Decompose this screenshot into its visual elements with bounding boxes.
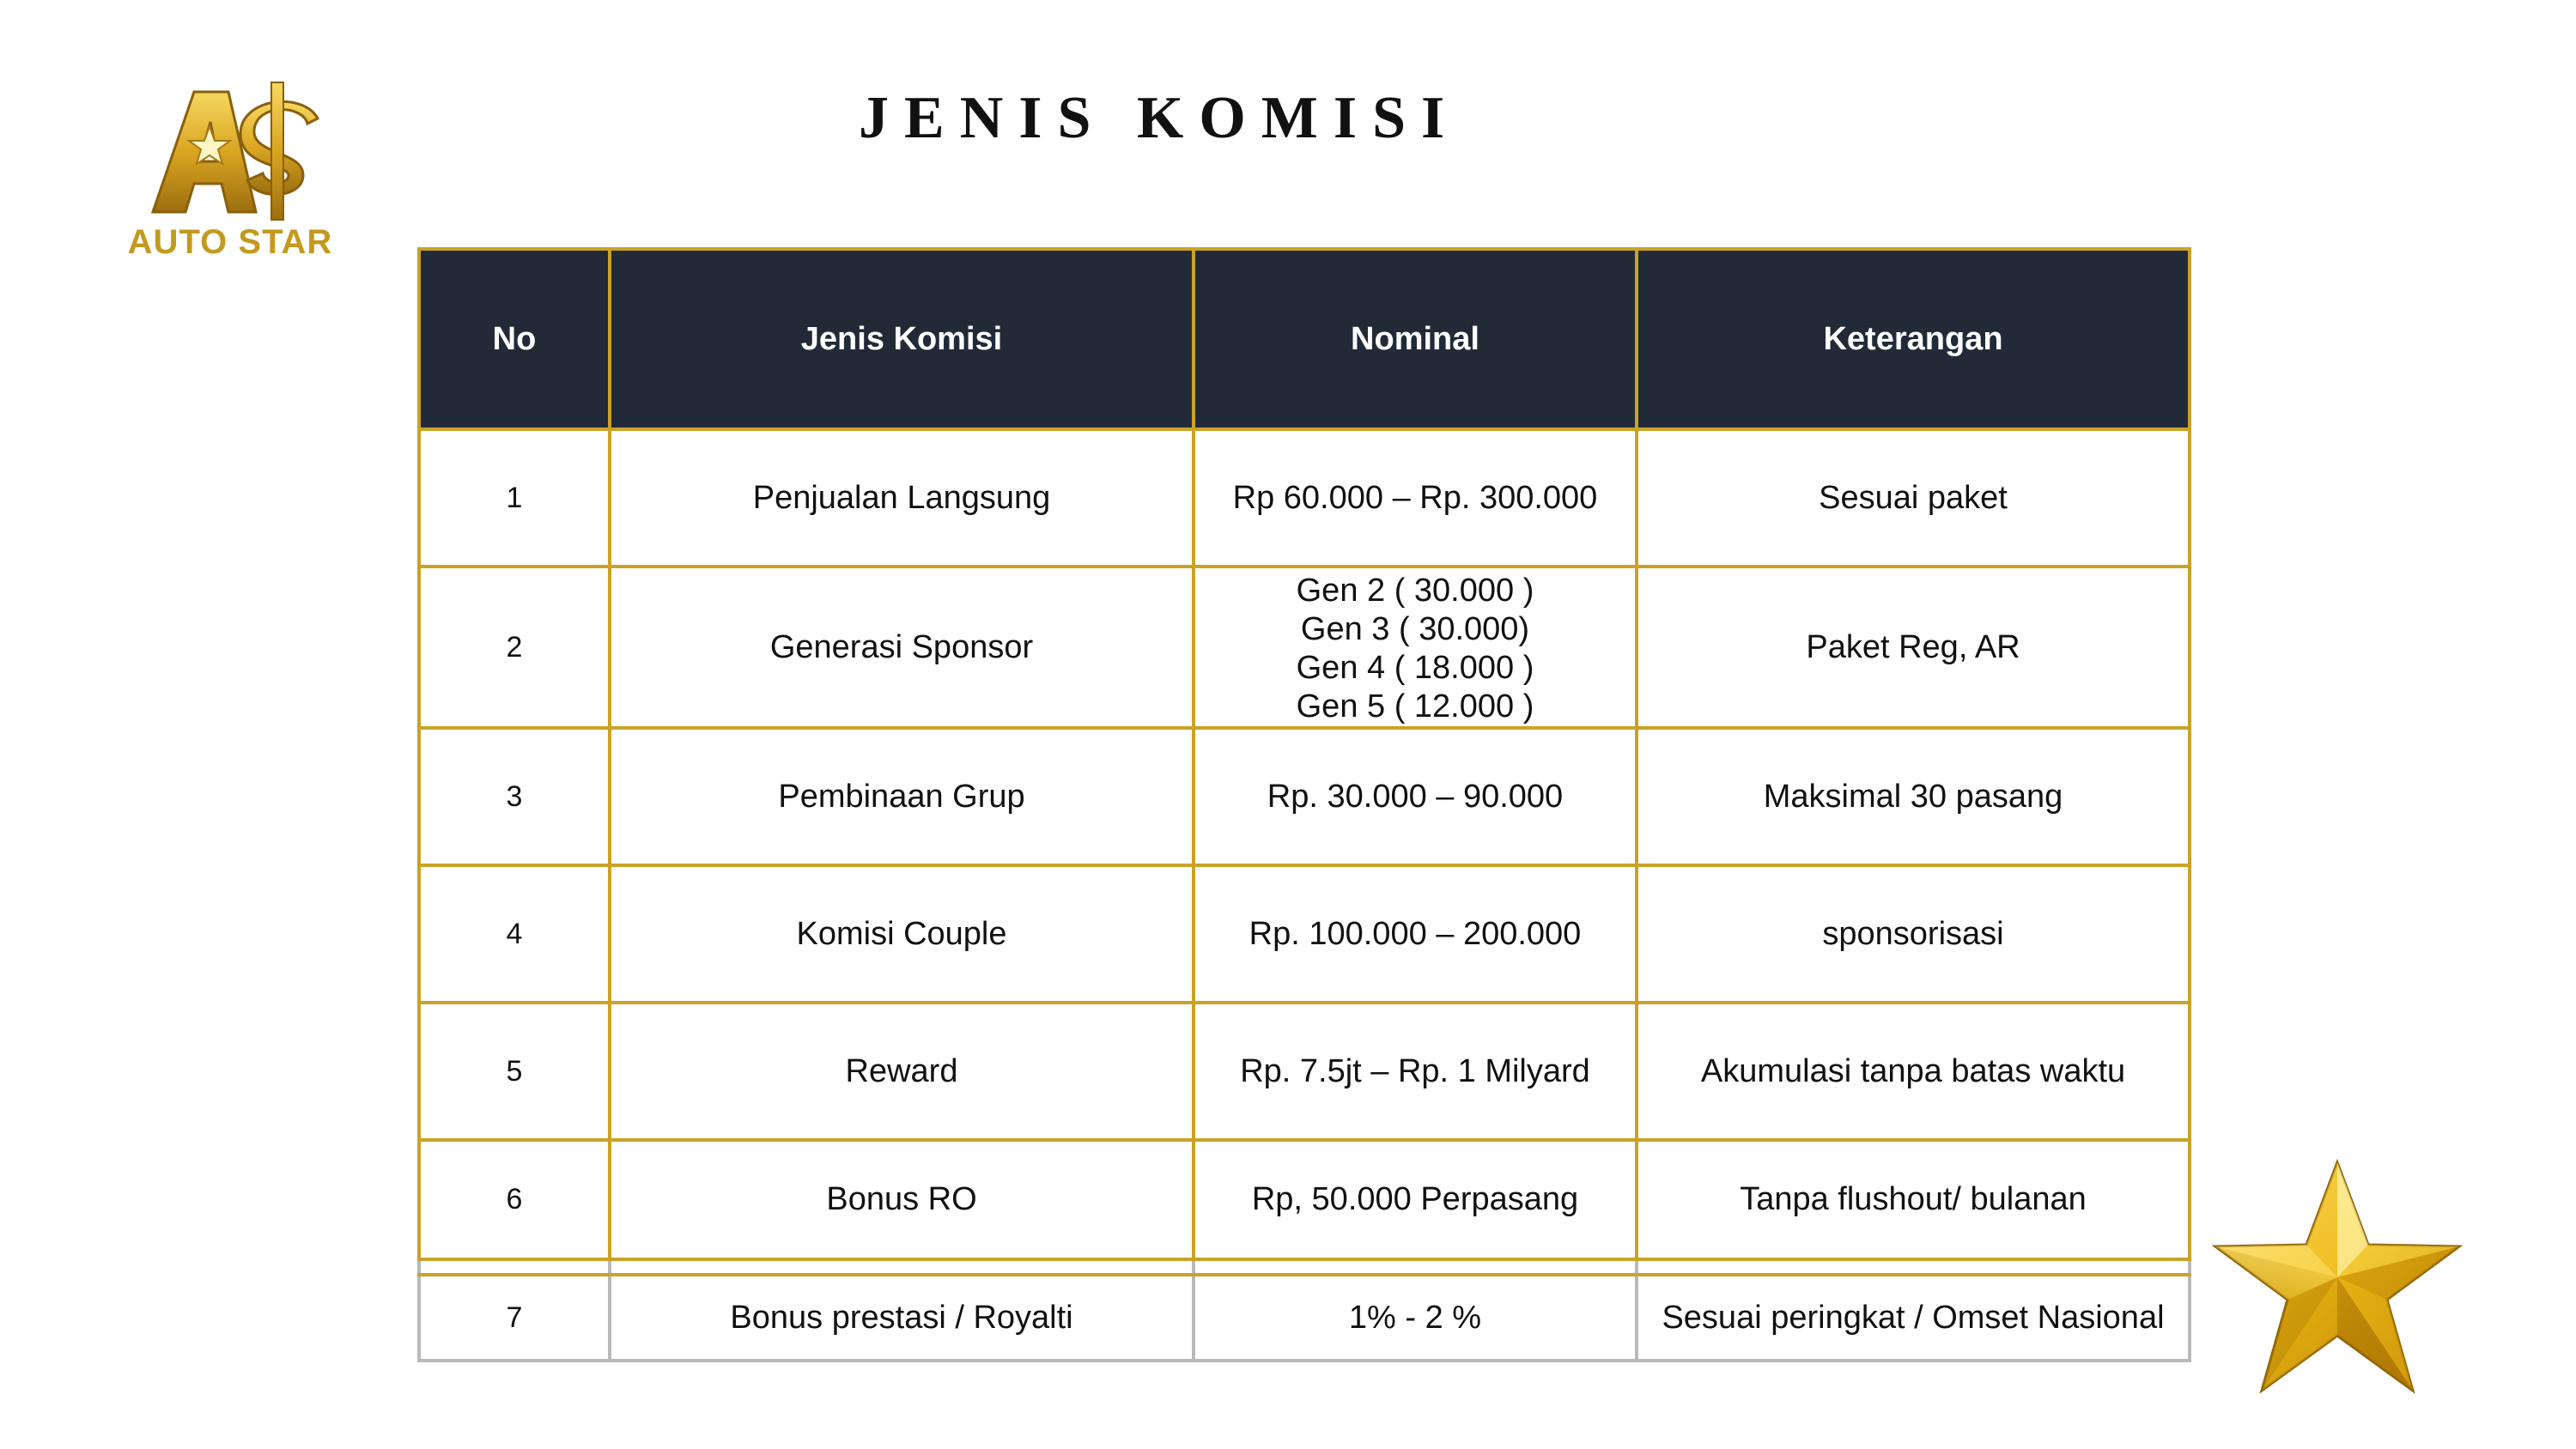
spacer-cell — [419, 1259, 610, 1275]
table-row — [419, 567, 2190, 728]
cell-jenis: Komisi Couple — [610, 865, 1194, 1003]
table-row — [419, 429, 2190, 567]
cell-no: 6 — [419, 1140, 610, 1259]
cell-no: 7 — [419, 1275, 610, 1361]
cell-nominal — [1194, 728, 1637, 865]
gold-star-decoration — [2208, 1157, 2466, 1397]
commission-table — [417, 247, 2191, 1362]
nominal-line: Gen 5 ( 12.000 ) — [1296, 688, 1534, 724]
cell-jenis: Reward — [610, 1003, 1194, 1140]
header-no: No — [419, 249, 610, 429]
table-row — [419, 1275, 2190, 1361]
cell-jenis: Bonus prestasi / Royalti — [610, 1275, 1194, 1361]
cell-jenis: Pembinaan Grup — [610, 728, 1194, 865]
cell-jenis: Generasi Sponsor — [610, 567, 1194, 728]
page-title: JENIS KOMISI — [859, 85, 1461, 151]
cell-nominal — [1194, 429, 1637, 567]
table-row — [419, 728, 2190, 865]
cell-nominal — [1194, 567, 1637, 728]
header-keterangan: Keterangan — [1637, 249, 2190, 429]
table-row — [419, 1140, 2190, 1259]
cell-keterangan: sponsorisasi — [1637, 865, 2190, 1003]
cell-jenis: Penjualan Langsung — [610, 429, 1194, 567]
spacer-cell — [1637, 1259, 2190, 1275]
table-spacer-row — [419, 1259, 2190, 1275]
cell-keterangan: Paket Reg, AR — [1637, 567, 2190, 728]
cell-keterangan: Akumulasi tanpa batas waktu — [1637, 1003, 2190, 1140]
spacer-cell — [610, 1259, 1194, 1275]
gold-star-icon — [2208, 1157, 2466, 1397]
nominal-line: Rp. 100.000 – 200.000 — [1249, 915, 1582, 952]
table-header-row — [419, 249, 2190, 429]
nominal-line: Gen 4 ( 18.000 ) — [1296, 650, 1534, 686]
logo-text: AUTO STAR — [127, 223, 333, 261]
cell-no: 5 — [419, 1003, 610, 1140]
nominal-line: Rp. 7.5jt – Rp. 1 Milyard — [1240, 1052, 1590, 1089]
cell-nominal — [1194, 865, 1637, 1003]
cell-keterangan: Sesuai paket — [1637, 429, 2190, 567]
cell-nominal — [1194, 1003, 1637, 1140]
nominal-line: Rp, 50.000 Perpasang — [1251, 1181, 1579, 1217]
table-row — [419, 1003, 2190, 1140]
cell-keterangan: Tanpa flushout/ bulanan — [1637, 1140, 2190, 1259]
cell-nominal — [1194, 1275, 1637, 1361]
nominal-line: Rp 60.000 – Rp. 300.000 — [1232, 479, 1598, 516]
nominal-line: 1% - 2 % — [1348, 1299, 1482, 1336]
cell-no: 2 — [419, 567, 610, 728]
cell-no: 4 — [419, 865, 610, 1003]
table-row — [419, 865, 2190, 1003]
cell-no: 1 — [419, 429, 610, 567]
cell-keterangan: Sesuai peringkat / Omset Nasional — [1637, 1275, 2190, 1361]
cell-jenis: Bonus RO — [610, 1140, 1194, 1259]
cell-nominal — [1194, 1140, 1637, 1259]
cell-keterangan: Maksimal 30 pasang — [1637, 728, 2190, 865]
cell-no: 3 — [419, 728, 610, 865]
nominal-line: Rp. 30.000 – 90.000 — [1267, 778, 1564, 815]
autostar-logo — [127, 79, 333, 268]
spacer-cell — [1194, 1259, 1637, 1275]
autostar-logo-icon — [127, 79, 333, 225]
nominal-line: Gen 2 ( 30.000 ) — [1296, 573, 1534, 609]
nominal-line: Gen 3 ( 30.000) — [1300, 611, 1530, 647]
header-jenis-komisi: Jenis Komisi — [610, 249, 1194, 429]
header-nominal: Nominal — [1194, 249, 1637, 429]
